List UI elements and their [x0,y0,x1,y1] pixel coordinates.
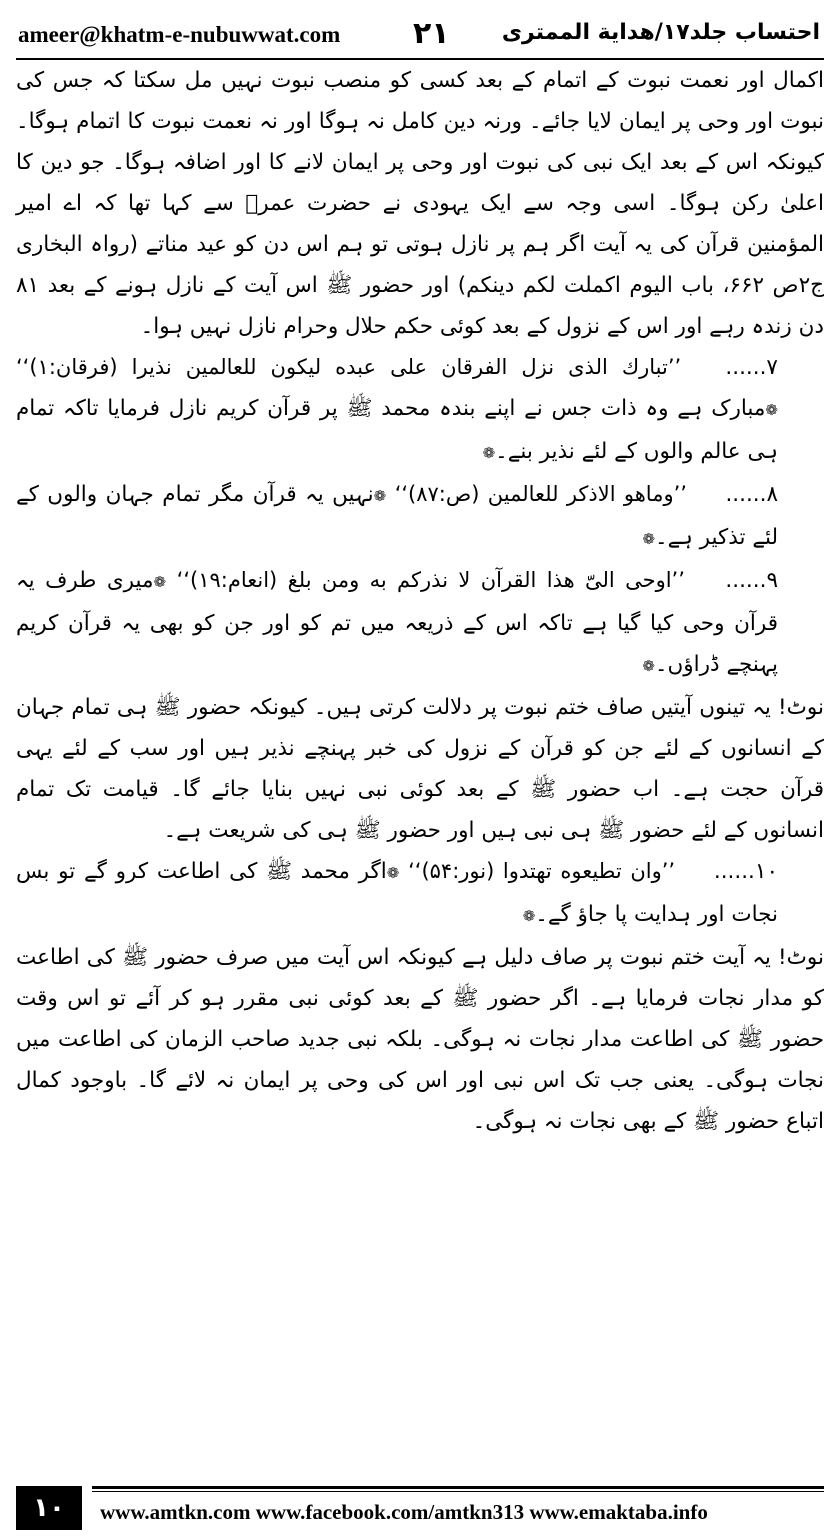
page-header [16,18,824,58]
page-footer [16,1486,824,1530]
footer-page-box: ۱۰ [16,1486,82,1530]
verse-8: ۸...... ’’وماهو الاذكر للعالمين (ص:۸۷)‘‘ ❁نہیں یہ قرآن مگر تمام جہان والوں کے لئے تذکیر ہے۔❁ [16,482,779,550]
verse-7: ۷...... ’’تبارك الذى نزل الفرقان على عبده ليكون للعالمين نذيرا (فرقان:۱)‘‘ ❁مبارک ہے وہ ذات جس نے اپنے بندہ محمد ﷺ پر قرآن کریم نازل فرمایا تاکہ تمام ہی عالم والوں کے لئے نذیر بنے۔❁ [16,355,778,464]
verse-7-arabic: ’’تبارك الذى نزل الفرقان على عبده ليكون للعالمين نذيرا (فرقان:۱)‘‘ [16,355,682,379]
verse-9-arabic: ’’اوحى الىّ هذا القرآن لا نذركم به ومن بلغ (انعام:۱۹)‘‘ [176,568,685,592]
verse-8-translation: نہیں یہ قرآن مگر تمام جہان والوں کے لئے تذکیر ہے۔ [16,482,778,550]
verse-7-number: ۷ [766,355,778,380]
verse-8-number: ۸ [766,482,779,507]
footer-divider-thick [92,1486,824,1489]
verse-10: ۱۰...... ’’وان تطيعوه تهتدوا (نور:۵۴)‘‘ ❁اگر محمد ﷺ کی اطاعت کرو گے تو بس نجات اور ہدایت پا جاؤ گے۔❁ [16,859,778,927]
page-body [16,60,824,1460]
note-1: نوٹ! یہ تینوں آیتیں صاف ختم نبوت پر دلالت کرتی ہیں۔ کیونکہ حضور ﷺ ہی تمام جہان کے انسانوں کے لئے جن کو قرآن کے نزول کی خبر پہنچے نذیر ہیں اور سب کے لئے یہی قرآن حجت ہے۔ اب حضور ﷺ کے بعد کوئی نبی نہیں بنایا جائے گا۔ قیامت تک تمام انسانوں کے لئے حضور ﷺ ہی نبی ہیں اور حضور ﷺ ہی کی شریعت ہے۔ [16,695,824,843]
footer-divider-thin [92,1491,824,1492]
verse-10-number: ۱۰ [754,859,778,884]
verse-8-arabic: ’’وماهو الاذكر للعالمين (ص:۸۷)‘‘ [394,482,687,506]
verse-10-translation: اگر محمد ﷺ کی اطاعت کرو گے تو بس نجات اور ہدایت پا جاؤ گے۔ [16,859,778,927]
verse-9-number: ۹ [766,568,778,593]
page-number: ۲۱ [413,16,450,51]
header-email: ameer@khatm-e-nubuwwat.com [18,22,341,47]
verse-9: ۹...... ’’اوحى الىّ هذا القرآن لا نذركم به ومن بلغ (انعام:۱۹)‘‘ ❁میری طرف یہ قرآن وحی کیا گیا ہے تاکہ اس کے ذریعہ میں تم کو اور جن کو بھی یہ قرآن کریم پہنچے ڈراؤں۔❁ [16,568,778,677]
paragraph-intro: اکمال اور نعمت نبوت کے اتمام کے بعد کسی کو منصب نبوت نہیں مل سکتا کہ جس کی نبوت اور وحی پر ایمان لایا جائے۔ ورنہ دین کامل نہ ہوگا اور نہ نعمت نبوت کا اتمام ہوگا۔ کیونکہ اس کے بعد ایک نبی کی نبوت اور وحی پر ایمان لانے کا اور اضافہ ہوگا۔ جو دین کا اعلیٰ رکن ہوگا۔ اسی وجہ سے ایک یہودی نے حضرت عمرؓ سے کہا تھا کہ اے امیر المؤمنین قرآن کی یہ آیت اگر ہم پر نازل ہوتی تو ہم اس دن کو عید مناتے (رواہ البخاری ج۲ص ۶۶۲، باب اليوم اکملت لکم دينکم) اور حضور ﷺ اس آیت کے نازل ہونے کے بعد ۸۱ دن زندہ رہے اور اس کے نزول کے بعد کوئی حکم حلال وحرام نازل نہیں ہوا۔ [16,68,825,339]
verse-7-translation: مبارک ہے وہ ذات جس نے اپنے بندہ محمد ﷺ پر قرآن کریم نازل فرمایا تاکہ تمام ہی عالم والوں کے لئے نذیر بنے۔ [16,396,778,464]
verse-10-arabic: ’’وان تطيعوه تهتدوا (نور:۵۴)‘‘ [408,859,676,883]
book-title: احتساب جلد۱۷/هداية الممترى [501,20,820,45]
verse-9-translation: میری طرف یہ قرآن وحی کیا گیا ہے تاکہ اس کے ذریعہ میں تم کو اور جن کو بھی یہ قرآن کریم پہنچے ڈراؤں۔ [16,568,778,677]
footer-website-links[interactable]: www.amtkn.com www.facebook.com/amtkn313 www.emaktaba.info [100,1500,708,1524]
note-2: نوٹ! یہ آیت ختم نبوت پر صاف دلیل ہے کیونکہ اس آیت میں صرف حضور ﷺ کی اطاعت کو مدار نجات فرمایا ہے۔ اگر حضور ﷺ کے بعد کوئی نبی مقرر ہو کر آئے تو اس وقت حضور ﷺ کی اطاعت مدار نجات نہ ہوگی۔ بلکہ نبی جدید صاحب الزمان کی اطاعت میں نجات ہوگی۔ یعنی جب تک اس نبی اور اس کی وحی پر ایمان نہ لائے گا۔ باوجود کمال اتباع حضور ﷺ کے بھی نجات نہ ہوگی۔ [16,945,824,1134]
